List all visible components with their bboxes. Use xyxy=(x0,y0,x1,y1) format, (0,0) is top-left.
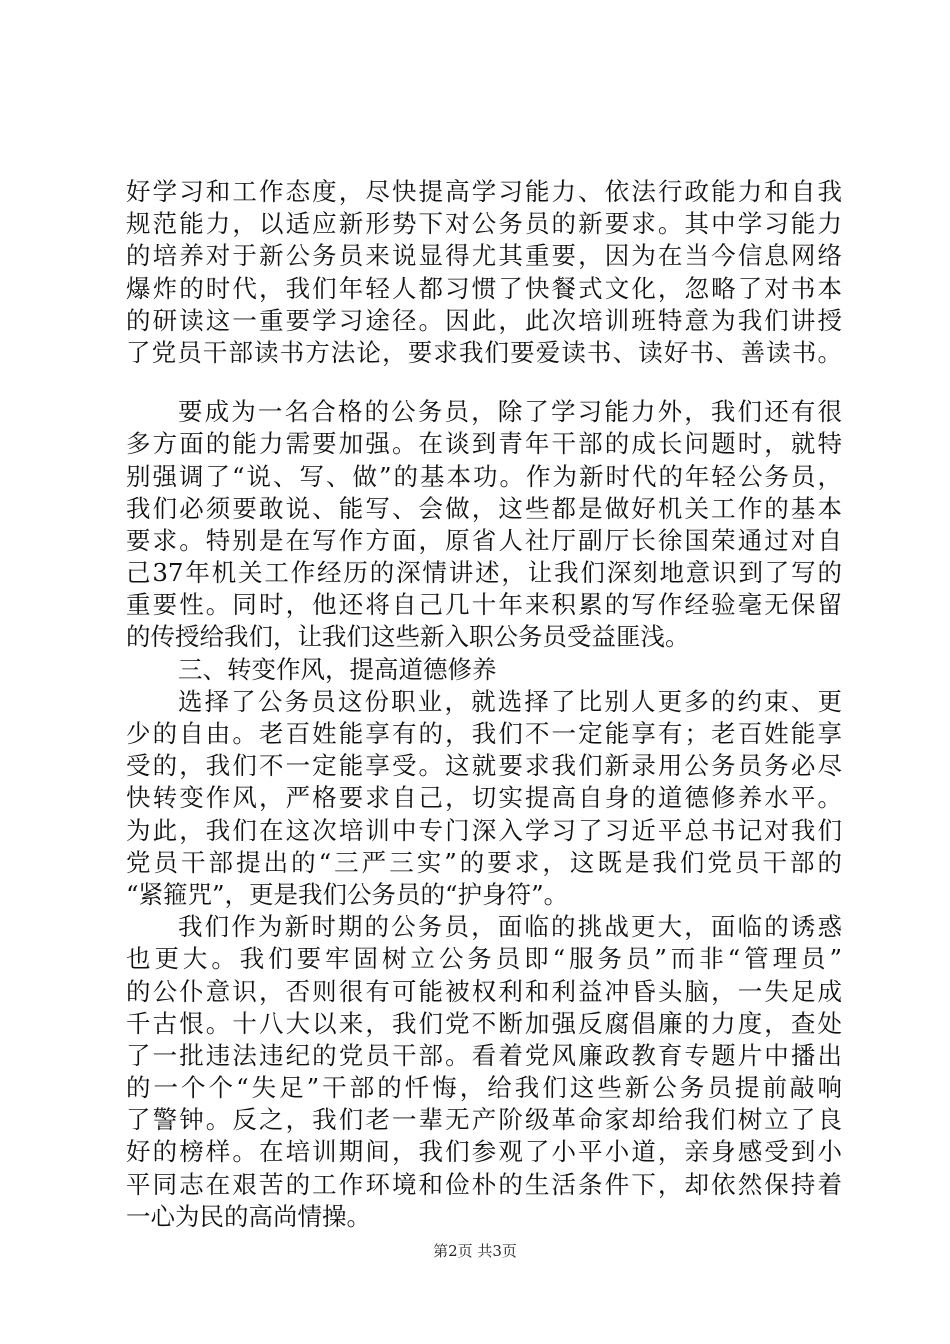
section-heading: 三、转变作风，提高道德修养 xyxy=(178,654,497,684)
paragraph-2 xyxy=(126,396,842,654)
page-number: 第2页 共3页 xyxy=(433,1242,517,1260)
text-line: 的传授给我们，让我们这些新入职公务员受益匪浅。 xyxy=(126,622,690,652)
text-line: 少的自由。老百姓能享有的，我们不一定能享有；老百姓能享 xyxy=(126,719,842,748)
text-line: 党员干部提出的“三严三实”的要求，这既是我们党员干部的 xyxy=(126,847,842,877)
text-line: 要成为一名合格的公务员，除了学习能力外，我们还有很 xyxy=(178,397,842,427)
text-line: 的研读这一重要学习途径。因此，此次培训班特意为我们讲授 xyxy=(126,305,842,335)
text-line: 了党员干部读书方法论，要求我们要爱读书、读好书、善读书。 xyxy=(126,337,842,367)
text-line: 规范能力，以适应新形势下对公务员的新要求。其中学习能力 xyxy=(126,209,842,239)
text-line: 别强调了“说、写、做”的基本功。作为新时代的年轻公务员， xyxy=(126,461,842,491)
text-line: 好学习和工作态度，尽快提高学习能力、依法行政能力和自我 xyxy=(126,177,842,206)
text-line: 的公仆意识，否则很有可能被权利和利益冲昏头脑，一失足成 xyxy=(126,976,842,1006)
text-line: 为此，我们在这次培训中专门深入学习了习近平总书记对我们 xyxy=(126,815,842,845)
text-line: 平同志在艰苦的工作环境和俭朴的生活条件下，却依然保持着 xyxy=(126,1169,842,1199)
text-line: 的一个个“失足”干部的忏悔，给我们这些新公务员提前敲响 xyxy=(126,1073,842,1103)
text-line: “紧箍咒”，更是我们公务员的“护身符”。 xyxy=(126,879,569,909)
text-line: 快转变作风，严格要求自己，切实提高自身的道德修养水平。 xyxy=(126,783,842,813)
text-line: 好的榜样。在培训期间，我们参观了小平小道，亲身感受到小 xyxy=(126,1137,842,1167)
text-line: 一心为民的高尚情操。 xyxy=(126,1201,371,1231)
text-line: 的培养对于新公务员来说显得尤其重要，因为在当今信息网络 xyxy=(126,241,842,271)
paragraph-4 xyxy=(126,911,842,1233)
text-line: 千古恨。十八大以来，我们党不断加强反腐倡廉的力度，查处 xyxy=(126,1008,842,1038)
text-line: 我们必须要敢说、能写、会做，这些都是做好机关工作的基本 xyxy=(126,493,842,523)
paragraph-gap xyxy=(126,369,842,396)
text-line: 己37年机关工作经历的深情讲述，让我们深刻地意识到了写的 xyxy=(126,558,842,588)
paragraph-1 xyxy=(126,176,842,369)
text-line: 多方面的能力需要加强。在谈到青年干部的成长问题时，就特 xyxy=(126,429,842,459)
text-line: 受的，我们不一定能享受。这就要求我们新录用公务员务必尽 xyxy=(126,751,842,781)
text-line: 爆炸的时代，我们年轻人都习惯了快餐式文化，忽略了对书本 xyxy=(126,273,842,303)
text-line: 也更大。我们要牢固树立公务员即“服务员”而非“管理员” xyxy=(126,944,842,974)
document-body xyxy=(126,176,842,1233)
text-line: 重要性。同时，他还将自己几十年来积累的写作经验毫无保留 xyxy=(126,590,842,620)
text-line: 了一批违法违纪的党员干部。看着党风廉政教育专题片中播出 xyxy=(126,1040,842,1070)
paragraph-3 xyxy=(126,686,842,911)
text-line: 要求。特别是在写作方面，原省人社厅副厅长徐国荣通过对自 xyxy=(126,525,842,555)
text-line: 选择了公务员这份职业，就选择了比别人更多的约束、更 xyxy=(178,686,842,716)
text-line: 了警钟。反之，我们老一辈无产阶级革命家却给我们树立了良 xyxy=(126,1105,842,1135)
text-line: 我们作为新时期的公务员，面临的挑战更大，面临的诱惑 xyxy=(178,912,842,942)
